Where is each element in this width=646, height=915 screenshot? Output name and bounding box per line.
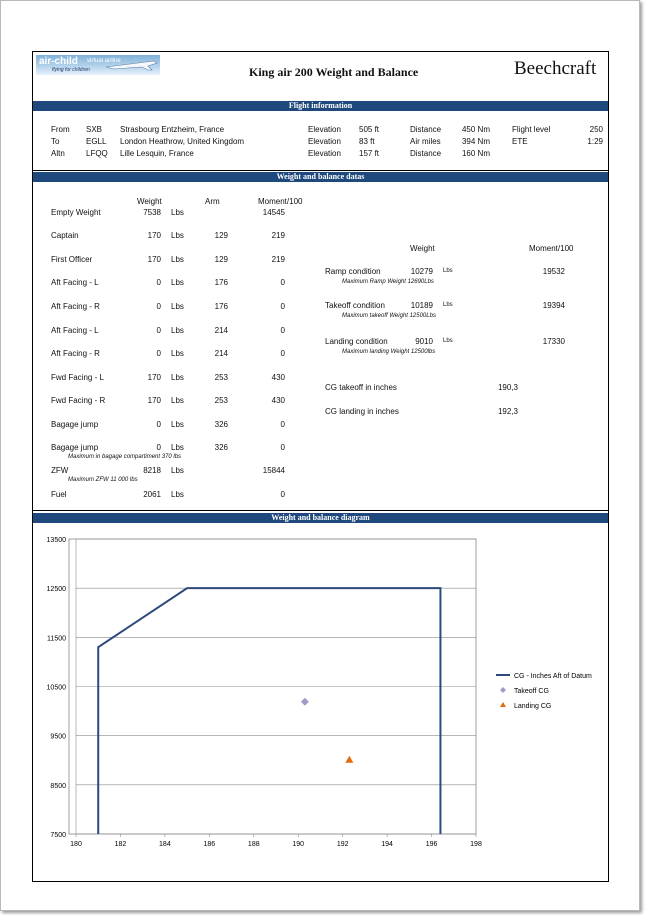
wb-label: Fwd Facing - R <box>51 396 106 405</box>
wb-head-moment: Moment/100 <box>258 197 303 206</box>
wb-weight: 2061 <box>143 490 161 499</box>
wb-unit: Lbs <box>171 278 184 287</box>
wb-label: Fuel <box>51 490 67 499</box>
wb-label: Bagage jump <box>51 420 99 429</box>
wb-label: Aft Facing - R <box>51 302 100 311</box>
x-tick-label: 186 <box>203 841 216 848</box>
wb-moment: 0 <box>280 349 285 358</box>
wb-arm: 129 <box>214 255 228 264</box>
wb-moment: 0 <box>280 443 285 452</box>
wb-note: Maximum in bagage compartiment 370 lbs <box>68 454 182 460</box>
wb-weight: 170 <box>147 373 161 382</box>
wb-label: Captain <box>51 231 79 240</box>
wb-weight: 7538 <box>143 208 161 217</box>
wb-unit: Lbs <box>171 466 184 475</box>
elevation-value: 83 ft <box>359 137 375 146</box>
condition-moment: 19532 <box>542 267 565 276</box>
wb-arm: 326 <box>214 420 228 429</box>
y-tick-label: 12500 <box>46 586 66 594</box>
condition-weight: 10189 <box>410 301 433 310</box>
x-tick-label: 192 <box>336 841 349 848</box>
elevation-value: 157 ft <box>359 149 380 158</box>
wb-moment: 0 <box>280 490 285 499</box>
distance-label: Air miles <box>410 137 441 146</box>
airport-name: London Heathrow, United Kingdom <box>120 137 245 146</box>
diagram-header: Weight and balance diagram <box>33 513 608 523</box>
distance-label: Distance <box>410 149 442 158</box>
wb-arm: 253 <box>214 373 228 382</box>
y-tick-label: 13500 <box>46 537 66 544</box>
wb-moment: 219 <box>271 231 285 240</box>
x-tick-label: 190 <box>292 841 305 848</box>
wb-moment: 430 <box>271 373 285 382</box>
cg-label: CG takeoff in inches <box>325 383 397 392</box>
wb-moment: 0 <box>280 420 285 429</box>
extra-value: 250 <box>589 125 603 134</box>
legend-series-label: Takeoff CG <box>514 688 549 695</box>
elevation-label: Elevation <box>308 125 341 134</box>
condition-note: Maximum landing Weight 12500lbs <box>342 349 436 355</box>
distance-label: Distance <box>410 125 442 134</box>
right-head-moment: Moment/100 <box>529 244 574 253</box>
air-child-logo <box>36 55 160 75</box>
x-tick-label: 182 <box>114 841 127 848</box>
legend-takeoff-swatch <box>500 687 506 693</box>
y-tick-label: 9500 <box>50 733 66 741</box>
wb-unit: Lbs <box>171 255 184 264</box>
condition-label: Ramp condition <box>325 267 381 276</box>
wb-unit: Lbs <box>171 396 184 405</box>
wb-unit: Lbs <box>171 208 184 217</box>
wb-weight: 170 <box>147 255 161 264</box>
extra-value: 1:29 <box>587 137 603 146</box>
condition-label: Landing condition <box>325 337 388 346</box>
page-title: King air 200 Weight and Balance <box>249 65 419 79</box>
elevation-label: Elevation <box>308 149 341 158</box>
distance-value: 450 Nm <box>461 125 490 134</box>
wb-weight: 170 <box>147 396 161 405</box>
wb-unit: Lbs <box>171 326 184 335</box>
condition-weight: 10279 <box>410 267 433 276</box>
condition-note: Maximum Ramp Weight 12690Lbs <box>342 279 434 285</box>
distance-value: 160 Nm <box>461 149 490 158</box>
airport-name: Lille Lesquin, France <box>120 149 194 158</box>
flight-role: To <box>51 137 60 146</box>
divider <box>33 510 608 511</box>
wb-weight: 0 <box>156 420 161 429</box>
wb-moment: 219 <box>271 255 285 264</box>
condition-unit: Lbs <box>443 338 453 344</box>
condition-weight: 9010 <box>415 337 433 346</box>
condition-label: Takeoff condition <box>325 301 385 310</box>
condition-moment: 19394 <box>542 301 565 310</box>
x-tick-label: 198 <box>470 841 482 848</box>
wb-label: ZFW <box>51 466 69 475</box>
y-tick-label: 11500 <box>47 635 66 643</box>
wb-unit: Lbs <box>171 302 184 311</box>
legend-envelope-label: CG - Inches Aft of Datum <box>514 673 592 680</box>
wb-unit: Lbs <box>171 443 184 452</box>
wb-arm: 129 <box>214 231 228 240</box>
airport-code: SXB <box>86 125 103 134</box>
elevation-label: Elevation <box>308 137 341 146</box>
x-tick-label: 180 <box>70 841 82 848</box>
logo-sub: virtual airline <box>87 58 121 64</box>
wb-note: Maximum ZFW 11 000 lbs <box>68 477 138 483</box>
right-head-weight: Weight <box>410 244 435 253</box>
airport-code: LFQQ <box>86 149 108 158</box>
y-tick-label: 8500 <box>50 782 66 790</box>
y-tick-label: 10500 <box>46 684 66 692</box>
wb-moment: 15844 <box>262 466 285 475</box>
condition-note: Maximum takeoff Weight 12500Lbs <box>342 313 436 319</box>
x-tick-label: 194 <box>381 841 393 848</box>
wb-label: Empty Weight <box>51 208 101 217</box>
wb-weight: 0 <box>156 278 161 287</box>
cg-value: 192,3 <box>497 407 518 416</box>
flight-info-header: Flight information <box>33 101 608 111</box>
wb-unit: Lbs <box>171 490 184 499</box>
wb-moment: 14545 <box>262 208 285 217</box>
wb-head-arm: Arm <box>205 197 220 206</box>
weight-balance-sheet <box>32 51 609 882</box>
wb-arm: 176 <box>214 278 228 287</box>
extra-label: ETE <box>512 137 528 146</box>
flight-role: From <box>51 125 70 134</box>
elevation-value: 505 ft <box>359 125 380 134</box>
wb-moment: 0 <box>280 302 285 311</box>
wb-arm: 253 <box>214 396 228 405</box>
x-tick-label: 184 <box>159 841 171 848</box>
wb-moment: 430 <box>271 396 285 405</box>
condition-unit: Lbs <box>443 268 453 274</box>
wb-arm: 176 <box>214 302 228 311</box>
wb-datas-header: Weight and balance datas <box>33 172 608 182</box>
wb-moment: 0 <box>280 326 285 335</box>
y-tick-label: 7500 <box>50 832 66 839</box>
cg-value: 190,3 <box>497 383 518 392</box>
wb-unit: Lbs <box>171 231 184 240</box>
x-tick-label: 196 <box>425 841 438 848</box>
x-tick-label: 188 <box>247 841 260 848</box>
logo-name: air-child <box>39 56 78 67</box>
wb-label: Fwd Facing - L <box>51 373 104 382</box>
distance-value: 394 Nm <box>461 137 490 146</box>
wb-weight: 8218 <box>143 466 161 475</box>
wb-head-weight: Weight <box>137 197 162 206</box>
airport-code: EGLL <box>86 137 107 146</box>
wb-weight: 0 <box>156 302 161 311</box>
weight-balance-chart <box>33 525 608 848</box>
wb-moment: 0 <box>280 278 285 287</box>
wb-label: Aft Facing - R <box>51 349 100 358</box>
flight-role: Altn <box>51 149 65 158</box>
beechcraft-logo: Beechcraft <box>514 58 597 79</box>
wb-arm: 214 <box>214 326 228 335</box>
wb-arm: 326 <box>214 443 228 452</box>
wb-arm: 214 <box>214 349 228 358</box>
wb-weight: 0 <box>156 326 161 335</box>
wb-weight: 0 <box>156 349 161 358</box>
condition-unit: Lbs <box>443 302 453 308</box>
legend-landing-swatch <box>500 702 506 707</box>
airport-name: Strasbourg Entzheim, France <box>120 125 225 134</box>
logo-tagline: flying for children <box>52 67 90 73</box>
wb-label: Aft Facing - L <box>51 278 99 287</box>
legend-series-label: Landing CG <box>514 703 552 710</box>
cg-label: CG landing in inches <box>325 407 399 416</box>
wb-label: First Officer <box>51 255 93 264</box>
wb-unit: Lbs <box>171 349 184 358</box>
wb-unit: Lbs <box>171 373 184 382</box>
wb-weight: 170 <box>147 231 161 240</box>
condition-moment: 17330 <box>542 337 565 346</box>
wb-label: Aft Facing - L <box>51 326 99 335</box>
wb-weight: 0 <box>156 443 161 452</box>
divider <box>33 170 608 171</box>
wb-unit: Lbs <box>171 420 184 429</box>
extra-label: Flight level <box>512 125 551 134</box>
wb-label: Bagage jump <box>51 443 99 452</box>
